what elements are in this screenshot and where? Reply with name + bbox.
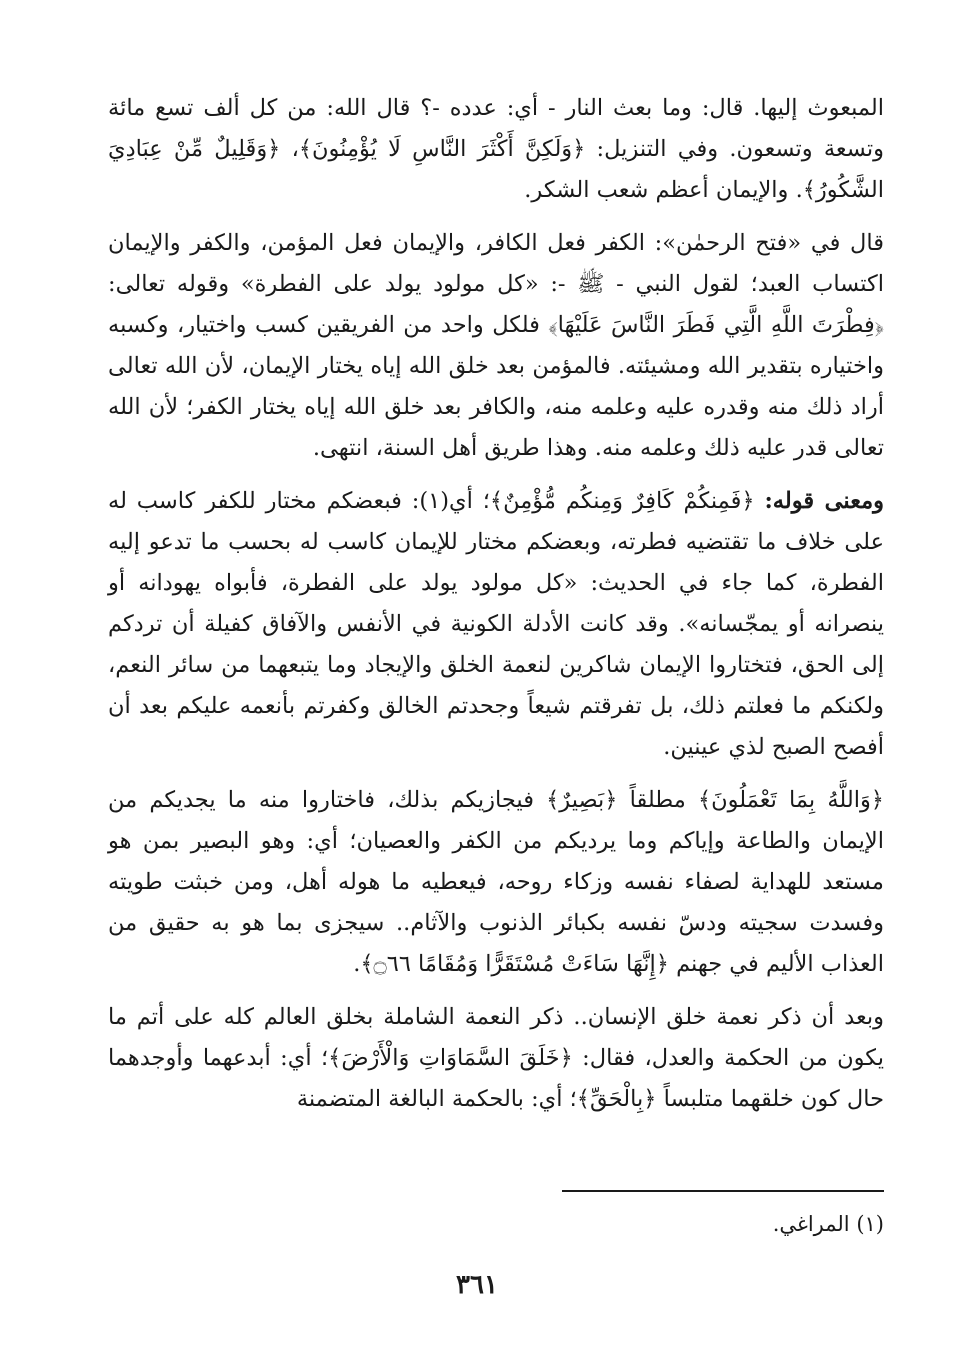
paragraph-3	[108, 481, 884, 768]
page-number: ٣٦١	[456, 1270, 498, 1300]
footnote: (١) المراغي.	[772, 1212, 884, 1236]
footnote-divider	[562, 1190, 884, 1192]
page-body	[108, 88, 884, 1120]
paragraph-3-text: ﴿فَمِنكُمْ كَافِرٌ وَمِنكُم مُّؤْمِنٌ﴾؛ أي(١): فبعضكم مختار للكفر كاسب له على خلاف ما تقتضيه فطرته، وبعضكم مختار للإيمان كاسب له بحسب ما تدعو إليه الفطرة، كما جاء في الحديث: «كل مولود يولد على الفطرة، فأبواه يهودانه أو ينصرانه أو يمجّسانه». وقد كانت الأدلة الكونية في الأنفس والآفاق كفيلة أن تردكم إلى الحق، فتختاروا الإيمان شاكرين لنعمة الخلق والإيجاد وما يتبعهما من سائر النعم، ولكنكم ما فعلتم ذلك، بل تفرقتم شيعاً وجحدتم الخالق وكفرتم بأنعمه عليكم بعد أن أفصح الصبح لذي عينين.	[108, 488, 884, 760]
paragraph-4: ﴿وَاللَّهُ بِمَا تَعْمَلُونَ﴾ مطلقاً ﴿بَصِيرٌ﴾ فيجازيكم بذلك، فاختاروا منه ما يجديكم من الإيمان والطاعة وإياكم وما يرديكم من الكفر والعصيان؛ أي: وهو البصير بمن هو مستعد للهداية لصفاء نفسه وزكاء روحه، فيعطيه ما هوله أهل، ومن خبثت طويته وفسدت سجيته ودسّ نفسه بكبائر الذنوب والآثام.. سيجزى بما هو به حقيق من العذاب الأليم في جهنم ﴿إِنَّهَا سَاءَتْ مُسْتَقَرًّا وَمُقَامًا ۝٦٦﴾.	[108, 787, 884, 977]
paragraph-1: المبعوث إليها. قال: وما بعث النار - أي: عدده -؟ قال الله: من كل ألف تسع مائة وتسعة وتسعون. وفي التنزيل: ﴿وَلَكِنَّ أَكْثَرَ النَّاسِ لَا يُؤْمِنُونَ﴾، ﴿وَقَلِيلٌ مِّنْ عِبَادِيَ الشَّكُورُ﴾. والإيمان أعظم شعب الشكر.	[108, 95, 884, 203]
paragraph-2: قال في «فتح الرحمٰن»: الكفر فعل الكافر، والإيمان فعل المؤمن، والكفر والإيمان اكتساب العبد؛ لقول النبي - ﷺ -: «كل مولود يولد على الفطرة» وقوله تعالى: ﴿فِطْرَتَ اللَّهِ الَّتِي فَطَرَ النَّاسَ عَلَيْهَا﴾ فلكل واحد من الفريقين كسب واختيار، وكسبه واختياره بتقدير الله ومشيئته. فالمؤمن بعد خلق الله إياه يختار الإيمان، لأن الله تعالى أراد ذلك منه وقدره عليه وعلمه منه، والكافر بعد خلق الله إياه يختار الكفر؛ لأن الله تعالى قدر عليه ذلك وعلمه منه. وهذا طريق أهل السنة، انتهى.	[108, 230, 884, 461]
paragraph-5: وبعد أن ذكر نعمة خلق الإنسان.. ذكر النعمة الشاملة بخلق العالم كله على أتم ما يكون من الحكمة والعدل، فقال: ﴿خَلَقَ السَّمَاوَاتِ وَالْأَرْضَ﴾؛ أي: أبدعهما وأوجدهما حال كون خلقهما متلبساً ﴿بِالْحَقِّ﴾؛ أي: بالحكمة البالغة المتضمنة	[108, 1004, 884, 1112]
paragraph-3-lead: ومعنى قوله:	[764, 488, 884, 514]
